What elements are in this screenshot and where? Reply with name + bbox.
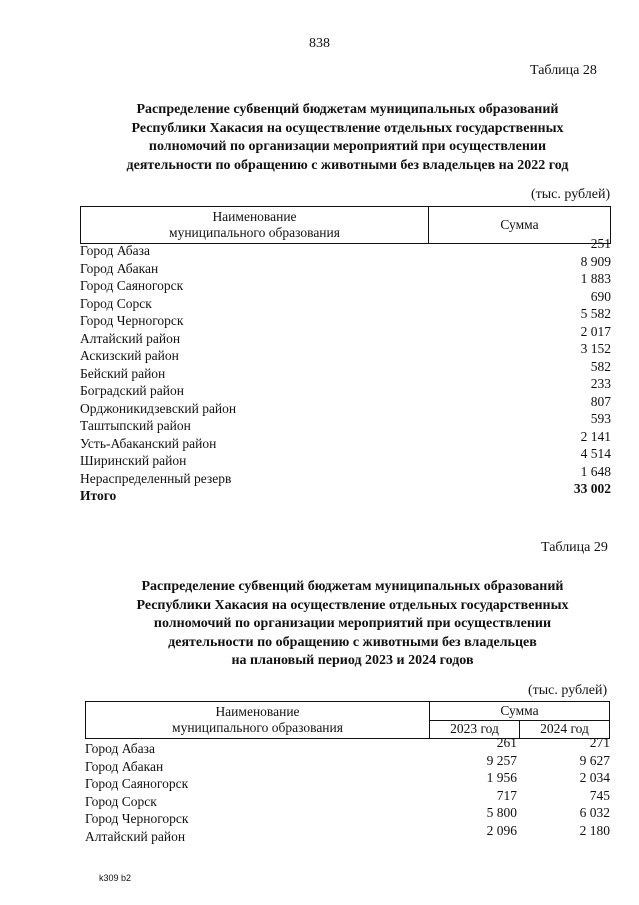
title-line: деятельности по обращению с животными без владельцев <box>168 634 537 650</box>
row-value-2023: 2 096 <box>486 822 517 838</box>
table-row <box>85 822 610 846</box>
header-sum-cell: Сумма <box>429 207 611 244</box>
row-name: Алтайский район <box>85 828 186 844</box>
title-line: полномочий по организации мероприятий при осуществлении <box>153 616 552 631</box>
row-value: 3 152 <box>580 341 611 356</box>
row-name: Город Сорск <box>85 793 157 809</box>
row-value-2023: 1 956 <box>486 770 517 785</box>
table-row <box>85 770 610 793</box>
table-row <box>80 376 611 400</box>
table-row <box>80 358 611 383</box>
header-name-cell <box>81 207 429 244</box>
table-29-label: Таблица 29 <box>541 540 608 555</box>
table-row <box>80 288 611 313</box>
table-row <box>80 253 611 278</box>
row-name: Город Черногорск <box>80 313 184 328</box>
table-row <box>80 463 611 488</box>
row-value: 1 883 <box>580 271 611 286</box>
header-name-line2: муниципального образования <box>172 720 343 735</box>
total-label: Итого <box>80 488 117 503</box>
page-number: 838 <box>309 36 330 51</box>
row-value-2023: 5 800 <box>486 805 517 820</box>
row-value: 582 <box>590 358 611 374</box>
row-name: Таштыпский район <box>80 418 191 433</box>
row-value: 807 <box>590 393 611 409</box>
table-row <box>80 323 611 348</box>
row-name: Город Черногорск <box>85 811 189 826</box>
row-name: Город Абакан <box>80 260 159 276</box>
title-line: Республики Хакасия на осуществление отдельных государственных <box>131 120 564 136</box>
row-value-2023: 9 257 <box>486 752 517 768</box>
row-value-2024: 6 032 <box>579 805 610 820</box>
table-row <box>80 341 611 365</box>
row-name: Город Абакан <box>85 758 164 774</box>
row-name: Город Саяногорск <box>80 278 184 293</box>
table-29-title <box>95 578 610 671</box>
row-name: Город Саяногорск <box>85 776 189 791</box>
title-line: Распределение субвенций бюджетам муниципальных образований <box>141 579 564 594</box>
row-value-2024: 9 627 <box>579 752 610 768</box>
table-row <box>85 805 610 828</box>
table-29-body <box>85 735 610 848</box>
table-row <box>85 787 610 811</box>
table-28-units: (тыс. рублей) <box>531 187 611 202</box>
title-line: Распределение субвенций бюджетам муниципальных образований <box>136 102 559 117</box>
row-value-2023: 261 <box>496 735 517 750</box>
table-row <box>85 735 610 758</box>
header-year-2024: 2024 год <box>520 720 610 739</box>
row-value: 5 582 <box>580 306 611 321</box>
title-line: Республики Хакасия на осуществление отдельных государственных <box>136 597 569 613</box>
row-name: Бейский район <box>80 365 166 381</box>
total-value: 33 002 <box>573 481 611 496</box>
row-value: 2 141 <box>580 428 611 444</box>
footer-code: k309 b2 <box>99 873 132 883</box>
header-name-line1: Наименование <box>215 704 300 719</box>
table-row <box>85 752 610 776</box>
row-name: Ширинский район <box>80 453 187 468</box>
table-row <box>80 393 611 418</box>
row-value-2024: 271 <box>589 735 610 750</box>
table-row <box>80 411 611 435</box>
row-value-2024: 745 <box>589 787 610 803</box>
total-row <box>80 481 611 505</box>
row-name: Усть-Абаканский район <box>80 435 217 451</box>
table-28-label: Таблица 28 <box>530 63 597 78</box>
table-row <box>80 236 611 260</box>
table-28-header <box>80 206 611 244</box>
row-value: 690 <box>590 288 611 304</box>
title-line: на плановый период 2023 и 2024 годов <box>231 653 474 668</box>
table-29-units: (тыс. рублей) <box>528 683 608 698</box>
row-value: 1 648 <box>580 463 611 479</box>
row-value: 233 <box>590 376 611 391</box>
row-value-2024: 2 034 <box>579 770 610 785</box>
table-29-header <box>85 701 610 739</box>
row-name: Боградский район <box>80 383 184 398</box>
row-name: Город Сорск <box>80 295 152 311</box>
header-name-cell <box>86 702 430 739</box>
table-28-title <box>90 101 605 175</box>
title-line: полномочий по организации мероприятий при осуществлении <box>148 139 547 154</box>
table-row <box>80 306 611 330</box>
row-value: 2 017 <box>580 323 611 339</box>
row-name: Алтайский район <box>80 330 181 346</box>
table-28-body <box>80 236 611 517</box>
row-name: Аскизский район <box>80 348 179 363</box>
row-value: 8 909 <box>580 253 611 269</box>
row-name: Город Абаза <box>80 243 150 258</box>
row-value: 4 514 <box>580 446 611 461</box>
row-name: Орджоникидзевский район <box>80 400 237 416</box>
row-value: 251 <box>590 236 611 251</box>
header-name-line1: Наименование <box>212 209 297 224</box>
header-sum-cell: Сумма <box>430 702 610 721</box>
row-value-2024: 2 180 <box>579 822 610 838</box>
table-row <box>80 271 611 295</box>
row-name: Город Абаза <box>85 741 155 756</box>
title-line: деятельности по обращению с животными без владельцев на 2022 год <box>126 157 569 173</box>
header-name-line2: муниципального образования <box>169 225 340 240</box>
table-row <box>80 428 611 453</box>
row-value-2023: 717 <box>496 787 517 803</box>
row-name: Нераспределенный резерв <box>80 470 232 486</box>
header-year-2023: 2023 год <box>430 720 520 739</box>
row-value: 593 <box>590 411 611 426</box>
table-row <box>80 446 611 470</box>
